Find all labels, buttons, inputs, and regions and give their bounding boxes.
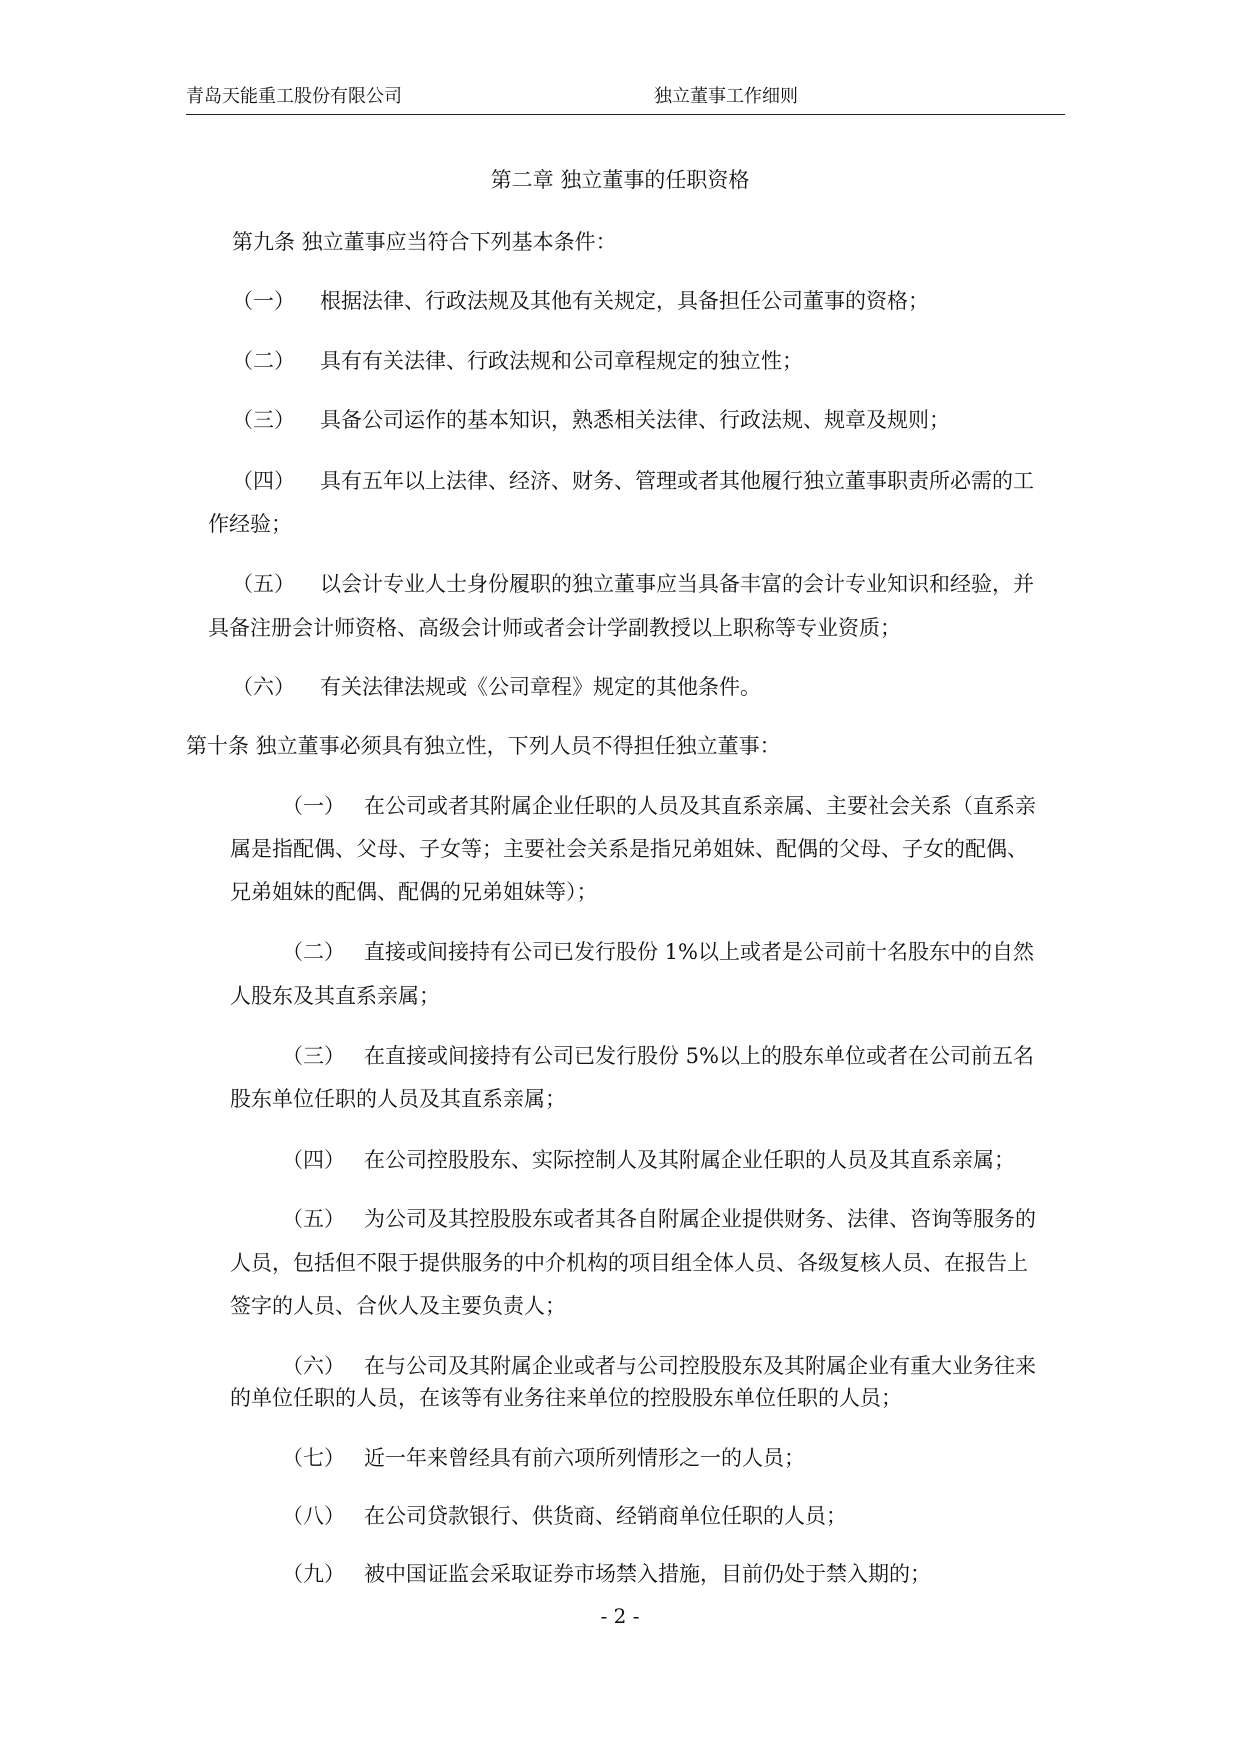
item-text: 根据法律、行政法规及其他有关规定，具备担任公司董事的资格； xyxy=(320,289,929,313)
article-9-item-5 xyxy=(232,566,1034,602)
item-marker: （九） xyxy=(282,1562,345,1586)
article-10-title: 第十条 独立董事必须具有独立性，下列人员不得担任独立董事： xyxy=(186,734,781,758)
article-10-item-1 xyxy=(282,788,1036,824)
item-marker: （一） xyxy=(232,289,295,313)
item-marker: （六） xyxy=(232,675,295,699)
item-marker: （四） xyxy=(232,469,295,493)
article-10-item-6 xyxy=(282,1348,1036,1384)
item-text: 以会计专业人士身份履职的独立董事应当具备丰富的会计专业知识和经验，并 xyxy=(320,572,1034,596)
article-10-item-2-cont1: 人股东及其直系亲属； xyxy=(230,984,440,1008)
item-text: 在公司控股股东、实际控制人及其附属企业任职的人员及其直系亲属； xyxy=(364,1148,1015,1172)
article-10-item-4 xyxy=(282,1142,1015,1178)
item-text: 被中国证监会采取证券市场禁入措施，目前仍处于禁入期的； xyxy=(364,1562,931,1586)
article-10-item-8 xyxy=(282,1498,847,1534)
article-10-item-6-cont1: 的单位任职的人员，在该等有业务往来单位的控股股东单位任职的人员； xyxy=(230,1386,902,1410)
item-text: 有关法律法规或《公司章程》规定的其他条件。 xyxy=(320,675,761,699)
item-marker: （二） xyxy=(232,349,295,373)
item-marker: （三） xyxy=(232,408,295,432)
header-doc-title: 独立董事工作细则 xyxy=(654,86,798,107)
article-9-item-1 xyxy=(232,283,929,319)
article-10-item-9 xyxy=(282,1556,931,1592)
item-marker: （三） xyxy=(282,1044,345,1068)
item-text: 在公司贷款银行、供货商、经销商单位任职的人员； xyxy=(364,1504,847,1528)
item-marker: （六） xyxy=(282,1354,345,1378)
item-text: 具备公司运作的基本知识，熟悉相关法律、行政法规、规章及规则； xyxy=(320,408,950,432)
item-text: 在与公司及其附属企业或者与公司控股股东及其附属企业有重大业务往来 xyxy=(364,1354,1036,1378)
item-text: 在公司或者其附属企业任职的人员及其直系亲属、主要社会关系（直系亲 xyxy=(364,794,1036,818)
article-9-item-4 xyxy=(232,463,1034,499)
item-text: 具有五年以上法律、经济、财务、管理或者其他履行独立董事职责所必需的工 xyxy=(320,469,1034,493)
article-10-item-2 xyxy=(282,934,1034,970)
article-9-item-2 xyxy=(232,343,803,379)
item-marker: （一） xyxy=(282,794,345,818)
article-9-title: 第九条 独立董事应当符合下列基本条件： xyxy=(232,230,617,254)
page-number: - 2 - xyxy=(600,1604,640,1628)
chapter-title: 第二章 独立董事的任职资格 xyxy=(490,168,750,192)
article-10-item-3-cont1: 股东单位任职的人员及其直系亲属； xyxy=(230,1087,566,1111)
item-text: 在直接或间接持有公司已发行股份 5%以上的股东单位或者在公司前五名 xyxy=(364,1044,1034,1068)
article-9-item-6 xyxy=(232,669,761,705)
item-text: 为公司及其控股股东或者其各自附属企业提供财务、法律、咨询等服务的 xyxy=(364,1207,1036,1231)
article-10-item-5-cont2: 签字的人员、合伙人及主要负责人； xyxy=(230,1294,566,1318)
page-header xyxy=(186,86,1065,115)
article-9-item-3 xyxy=(232,402,950,438)
item-marker: （五） xyxy=(232,572,295,596)
item-marker: （七） xyxy=(282,1446,345,1470)
item-text: 直接或间接持有公司已发行股份 1%以上或者是公司前十名股东中的自然 xyxy=(364,940,1034,964)
item-marker: （八） xyxy=(282,1504,345,1528)
article-9-item-5-cont: 具备注册会计师资格、高级会计师或者会计学副教授以上职称等专业资质； xyxy=(208,616,901,640)
item-marker: （二） xyxy=(282,940,345,964)
item-text: 具有有关法律、行政法规和公司章程规定的独立性； xyxy=(320,349,803,373)
article-10-item-1-cont1: 属是指配偶、父母、子女等；主要社会关系是指兄弟姐妹、配偶的父母、子女的配偶、 xyxy=(230,837,1028,861)
article-10-item-7 xyxy=(282,1440,805,1476)
article-10-item-5 xyxy=(282,1201,1036,1237)
article-10-item-1-cont2: 兄弟姐妹的配偶、配偶的兄弟姐妹等）； xyxy=(230,880,598,904)
article-10-item-5-cont1: 人员，包括但不限于提供服务的中介机构的项目组全体人员、各级复核人员、在报告上 xyxy=(230,1251,1028,1275)
article-9-item-4-cont: 作经验； xyxy=(208,512,292,536)
header-company: 青岛天能重工股份有限公司 xyxy=(186,86,402,107)
item-text: 近一年来曾经具有前六项所列情形之一的人员； xyxy=(364,1446,805,1470)
item-marker: （四） xyxy=(282,1148,345,1172)
article-10-item-3 xyxy=(282,1038,1034,1074)
item-marker: （五） xyxy=(282,1207,345,1231)
